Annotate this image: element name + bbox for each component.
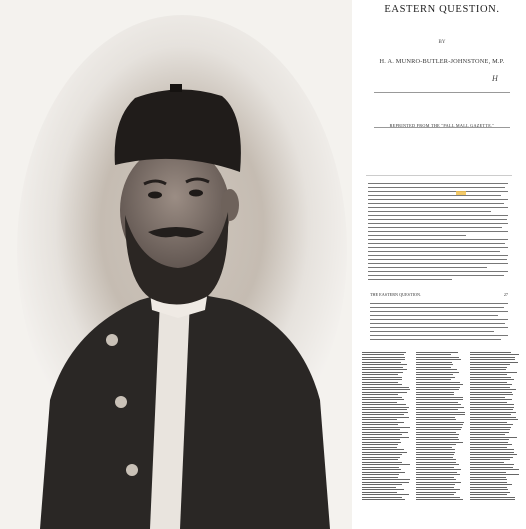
text-excerpt-1 bbox=[368, 180, 508, 282]
text-excerpt-2 bbox=[370, 300, 508, 345]
newspaper-column-1 bbox=[362, 350, 411, 525]
handwritten-signature: H bbox=[492, 74, 498, 83]
running-head bbox=[370, 292, 508, 297]
by-label: BY bbox=[438, 40, 446, 45]
text-highlight bbox=[456, 191, 466, 195]
title-page bbox=[362, 0, 522, 170]
author-name: H. A. MUNRO-BUTLER-JOHNSTONE, M.P. bbox=[379, 58, 505, 65]
newspaper-column-2 bbox=[416, 350, 465, 525]
page-divider bbox=[366, 175, 512, 176]
newspaper-column-3 bbox=[470, 350, 519, 525]
page-number: 27 bbox=[503, 292, 508, 297]
running-head-title: THE EASTERN QUESTION. bbox=[370, 292, 422, 297]
document-title: EASTERN QUESTION. bbox=[384, 4, 500, 15]
newspaper-columns bbox=[362, 350, 520, 525]
document-panel bbox=[352, 0, 526, 529]
reprint-notice: REPRINTED FROM THE "PALL MALL GAZETTE." bbox=[389, 123, 495, 128]
